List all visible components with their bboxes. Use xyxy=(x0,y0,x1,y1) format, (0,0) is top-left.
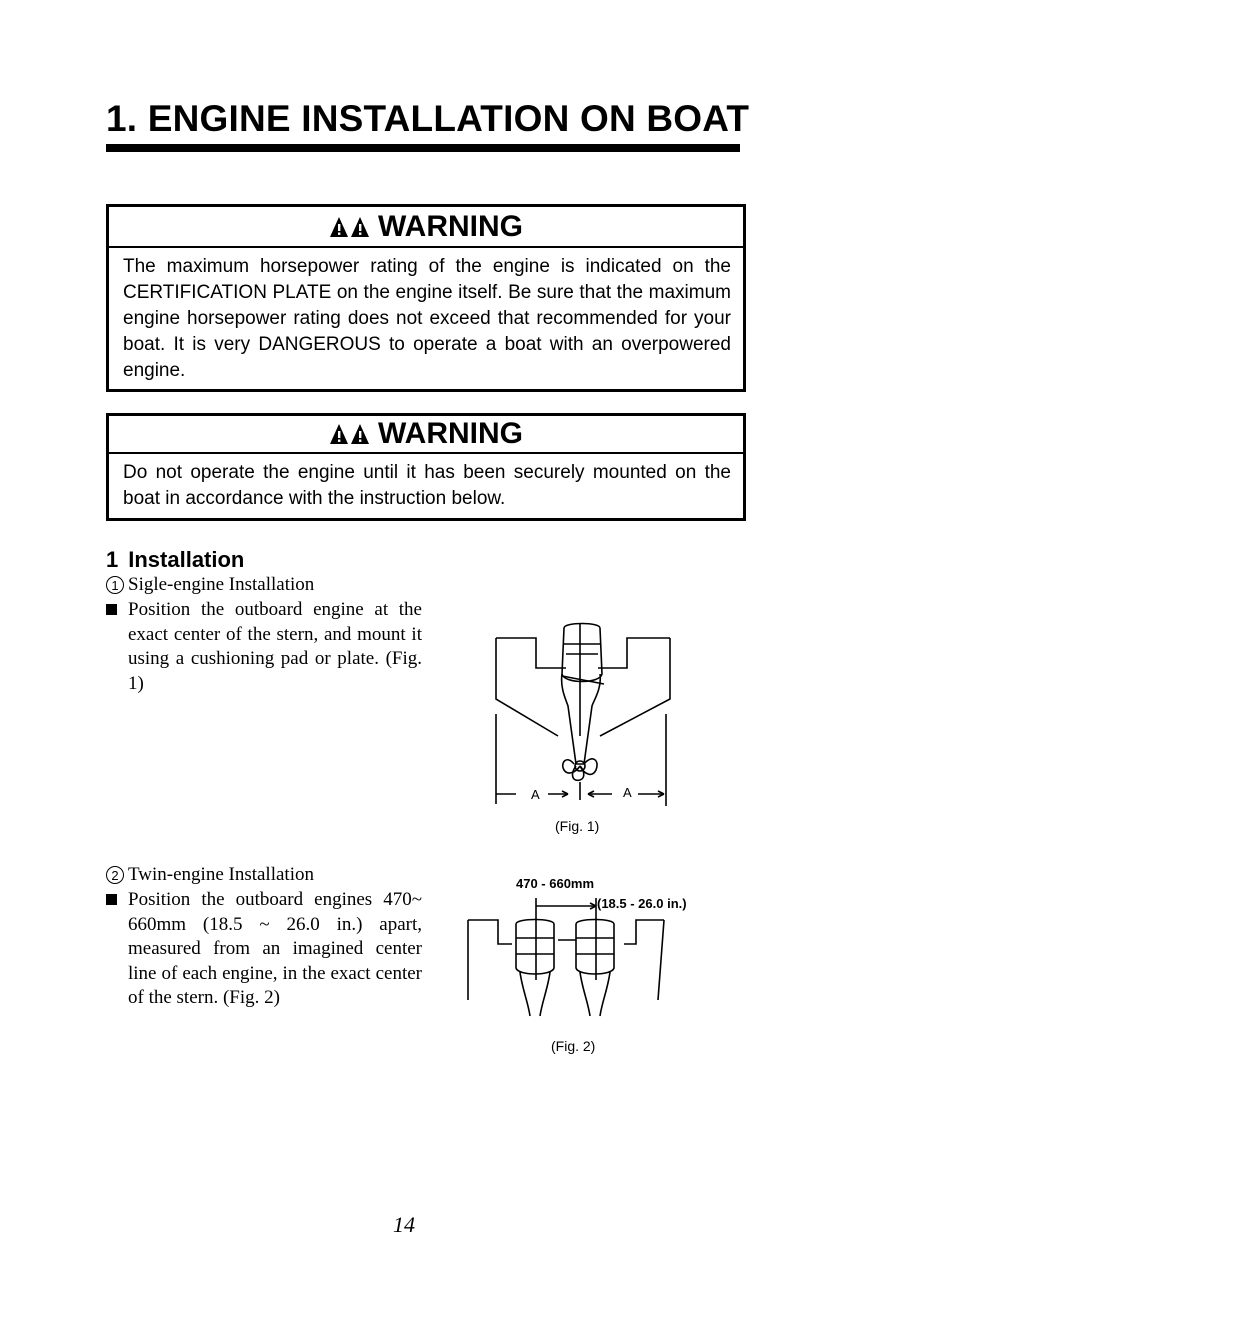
dim-label-a-left: A xyxy=(531,787,540,802)
page-title: 1. ENGINE INSTALLATION ON BOAT xyxy=(106,98,750,139)
title-underline xyxy=(106,144,740,152)
warning-text: Do not operate the engine until it has been securely mounted on the boat in accordance with the instruction below. xyxy=(123,462,731,509)
section-heading xyxy=(106,547,244,573)
warning-triangle-icons xyxy=(329,216,370,238)
bullet-twin-engine xyxy=(106,888,422,1011)
page-number: 14 xyxy=(393,1212,415,1237)
step-title-text: Sigle-engine Installation xyxy=(128,574,315,595)
warning-triangle-icons xyxy=(329,423,370,445)
dim-label-mm: 470 - 660mm xyxy=(516,876,595,891)
step-title-text: Twin-engine Installation xyxy=(128,864,314,885)
step-title-single xyxy=(106,574,314,596)
dim-label-in: (18.5 - 26.0 in.) xyxy=(597,896,687,911)
step-title-twin xyxy=(106,864,314,886)
warning-triangle-icon xyxy=(329,423,349,445)
bullet-text: Position the outboard engine at the exact center of the stern, and mount it using a cushioning pad or plate. (Fig. 1) xyxy=(128,599,422,694)
circled-number-icon: 1 xyxy=(106,576,124,594)
bullet-square-icon xyxy=(106,894,117,905)
bullet-text: Position the outboard engines 470~ 660mm (18.5 ~ 26.0 in.) apart, measured from an imagined center line of each engine, in the exact center of the stern. (Fig. 2) xyxy=(128,889,422,1008)
warning-text: The maximum horsepower rating of the engine is indicated on the CERTIFICATION PLATE on the engine itself. Be sure that the maximum engine horsepower rating does not exceed that recommended for your boat. It is very DANGEROUS to operate a boat with an overpowered engine. xyxy=(123,256,731,381)
warning-triangle-icon xyxy=(350,423,370,445)
warning-triangle-icon xyxy=(350,216,370,238)
warning-triangle-icon xyxy=(329,216,349,238)
warning-label: WARNING xyxy=(378,417,523,450)
warning-box-mounting xyxy=(106,413,746,521)
bullet-square-icon xyxy=(106,604,117,615)
bullet-single-engine xyxy=(106,598,422,696)
warning-box-horsepower xyxy=(106,204,746,392)
section-title: Installation xyxy=(128,547,245,572)
figure-caption-1: (Fig. 1) xyxy=(555,818,600,834)
warning-header xyxy=(109,416,743,454)
warning-header xyxy=(109,207,743,248)
warning-label: WARNING xyxy=(378,209,523,243)
figure-caption-2: (Fig. 2) xyxy=(551,1038,596,1054)
section-number: 1 xyxy=(106,547,119,572)
figure-single-engine xyxy=(488,614,678,814)
dim-label-a-right: A xyxy=(623,785,632,800)
circled-number-icon: 2 xyxy=(106,866,124,884)
figure-twin-engine xyxy=(460,896,680,1021)
